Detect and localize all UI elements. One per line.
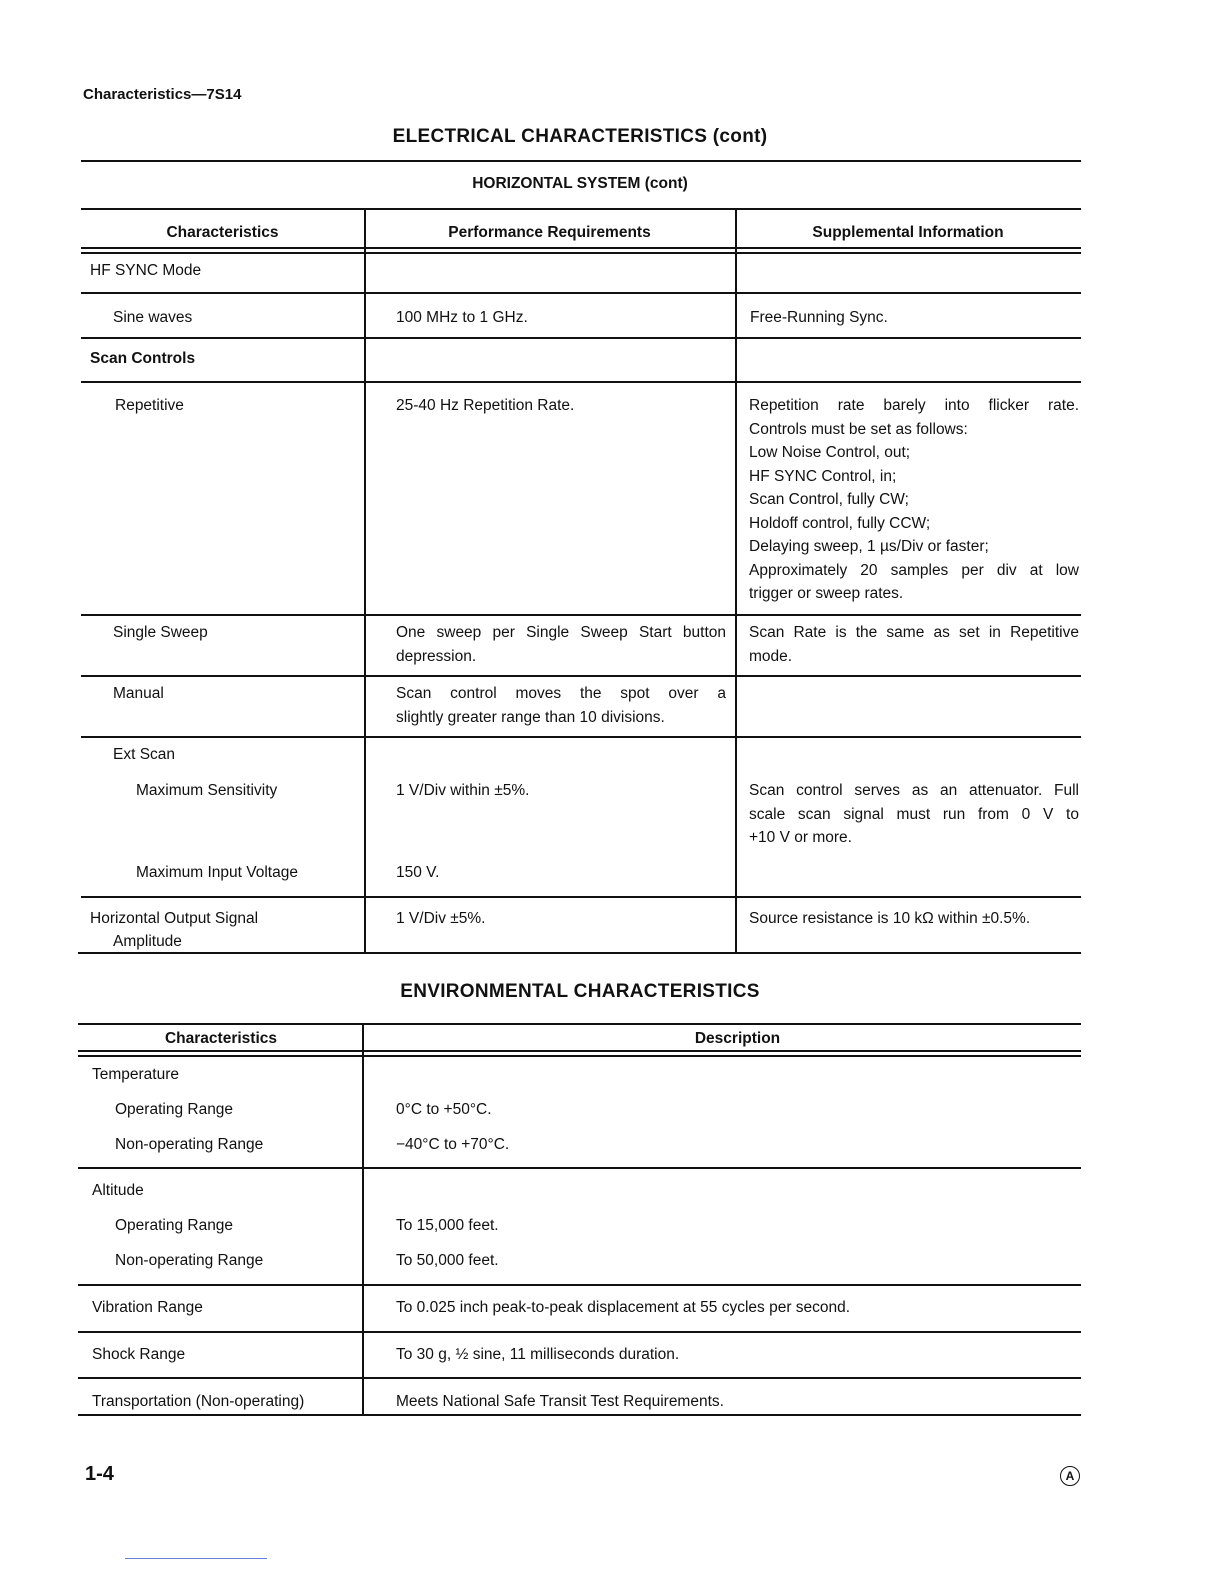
col-header-supplemental: Supplemental Information bbox=[812, 224, 1004, 241]
divider bbox=[78, 1050, 1081, 1052]
row-label-scan-controls: Scan Controls bbox=[90, 350, 196, 367]
row-label-manual: Manual bbox=[113, 685, 164, 702]
supp-line: scale scan signal must run from 0 V to bbox=[749, 805, 1079, 823]
hos-supplemental: Source resistance is 10 kΩ within ±0.5%. bbox=[749, 910, 1031, 927]
divider bbox=[81, 381, 1081, 383]
perf-line: depression. bbox=[396, 647, 477, 665]
divider bbox=[78, 1414, 1081, 1416]
divider bbox=[78, 1055, 1081, 1057]
supp-line: Approximately 20 samples per div at low bbox=[749, 561, 1079, 579]
divider bbox=[78, 1331, 1081, 1333]
ext-scan-supplemental bbox=[749, 779, 1079, 850]
temp-operating-description: 0°C to +50°C. bbox=[396, 1101, 492, 1118]
divider bbox=[81, 675, 1081, 677]
supp-line: Low Noise Control, out; bbox=[749, 444, 911, 461]
row-label-temp-nonoperating: Non-operating Range bbox=[115, 1136, 264, 1153]
manual-performance bbox=[396, 682, 726, 729]
supp-line: Scan Control, fully CW; bbox=[749, 491, 909, 508]
perf-line: One sweep per Single Sweep Start button bbox=[396, 624, 726, 641]
electrical-title: ELECTRICAL CHARACTERISTICS (cont) bbox=[392, 126, 768, 147]
shock-description: To 30 g, ½ sine, 11 milliseconds duration. bbox=[396, 1346, 680, 1363]
supp-line: Delaying sweep, 1 µs/Div or faster; bbox=[749, 538, 989, 555]
supp-line: Scan Rate is the same as set in Repetitive bbox=[749, 624, 1079, 641]
row-label-temp-operating: Operating Range bbox=[115, 1101, 234, 1118]
single-sweep-performance bbox=[396, 621, 726, 668]
supp-line: HF SYNC Control, in; bbox=[749, 467, 897, 485]
sine-waves-supplemental: Free-Running Sync. bbox=[750, 309, 888, 326]
alt-operating-description: To 15,000 feet. bbox=[396, 1217, 499, 1234]
divider bbox=[78, 1377, 1081, 1379]
supp-line: Holdoff control, fully CCW; bbox=[749, 514, 931, 532]
row-label-max-input-voltage: Maximum Input Voltage bbox=[136, 864, 298, 881]
row-label-transportation: Transportation (Non-operating) bbox=[92, 1393, 305, 1410]
single-sweep-supplemental bbox=[749, 621, 1079, 668]
column-divider bbox=[362, 1023, 364, 1414]
supp-line: +10 V or more. bbox=[749, 829, 852, 846]
divider bbox=[81, 292, 1081, 294]
supp-line: mode. bbox=[749, 647, 793, 665]
sine-waves-performance: 100 MHz to 1 GHz. bbox=[396, 309, 528, 326]
environmental-title: ENVIRONMENTAL CHARACTERISTICS bbox=[400, 981, 760, 1002]
divider bbox=[81, 247, 1081, 249]
divider bbox=[78, 1284, 1081, 1286]
row-label-single-sweep: Single Sweep bbox=[113, 624, 208, 641]
row-label-horizontal-output-signal: Horizontal Output Signal bbox=[90, 910, 259, 927]
divider bbox=[125, 1558, 267, 1559]
page-header: Characteristics—7S14 bbox=[83, 86, 242, 103]
row-label-temperature: Temperature bbox=[92, 1066, 180, 1083]
transportation-description: Meets National Safe Transit Test Requirements. bbox=[396, 1393, 724, 1410]
divider bbox=[81, 337, 1081, 339]
page-number: 1-4 bbox=[85, 1463, 114, 1485]
alt-nonoperating-description: To 50,000 feet. bbox=[396, 1252, 499, 1269]
perf-line: Scan control moves the spot over a bbox=[396, 685, 726, 702]
divider bbox=[81, 208, 1081, 210]
row-label-alt-nonoperating: Non-operating Range bbox=[115, 1252, 264, 1269]
supp-line: Scan control serves as an attenuator. Full bbox=[749, 782, 1079, 799]
row-label-altitude: Altitude bbox=[92, 1182, 144, 1199]
column-divider bbox=[735, 208, 737, 953]
column-divider bbox=[364, 208, 366, 953]
divider bbox=[81, 614, 1081, 616]
supp-line: trigger or sweep rates. bbox=[749, 585, 904, 602]
divider bbox=[81, 736, 1081, 738]
supp-line: Controls must be set as follows: bbox=[749, 420, 968, 438]
divider bbox=[81, 896, 1081, 898]
row-label-ext-scan: Ext Scan bbox=[113, 746, 176, 763]
electrical-subtitle: HORIZONTAL SYSTEM (cont) bbox=[472, 175, 688, 192]
supp-line: Repetition rate barely into flicker rate. bbox=[749, 397, 1079, 414]
divider bbox=[78, 1023, 1081, 1025]
max-input-voltage-performance: 150 V. bbox=[396, 864, 440, 881]
row-label-sine-waves: Sine waves bbox=[113, 309, 193, 326]
col-header-characteristics: Characteristics bbox=[164, 1030, 277, 1047]
perf-line: slightly greater range than 10 divisions. bbox=[396, 708, 665, 726]
row-label-hf-sync-mode: HF SYNC Mode bbox=[90, 262, 202, 279]
row-label-shock: Shock Range bbox=[92, 1346, 186, 1363]
hos-performance: 1 V/Div ±5%. bbox=[396, 910, 486, 927]
divider bbox=[81, 252, 1081, 254]
temp-nonoperating-description: −40°C to +70°C. bbox=[396, 1136, 510, 1153]
row-label-amplitude: Amplitude bbox=[113, 933, 182, 950]
col-header-description: Description bbox=[694, 1030, 781, 1047]
repetitive-performance: 25-40 Hz Repetition Rate. bbox=[396, 397, 575, 414]
divider bbox=[81, 160, 1081, 162]
row-label-vibration: Vibration Range bbox=[92, 1299, 203, 1316]
col-header-performance: Performance Requirements bbox=[448, 224, 651, 241]
col-header-characteristics: Characteristics bbox=[166, 224, 279, 241]
divider bbox=[78, 1167, 1081, 1169]
row-label-alt-operating: Operating Range bbox=[115, 1217, 234, 1234]
vibration-description: To 0.025 inch peak-to-peak displacement at 55 cycles per second. bbox=[396, 1299, 851, 1316]
repetitive-supplemental bbox=[749, 394, 1079, 606]
publisher-mark-icon: A bbox=[1060, 1466, 1080, 1486]
row-label-repetitive: Repetitive bbox=[115, 397, 184, 414]
row-label-max-sensitivity: Maximum Sensitivity bbox=[136, 782, 278, 799]
max-sensitivity-performance: 1 V/Div within ±5%. bbox=[396, 782, 530, 799]
divider bbox=[78, 952, 1081, 954]
